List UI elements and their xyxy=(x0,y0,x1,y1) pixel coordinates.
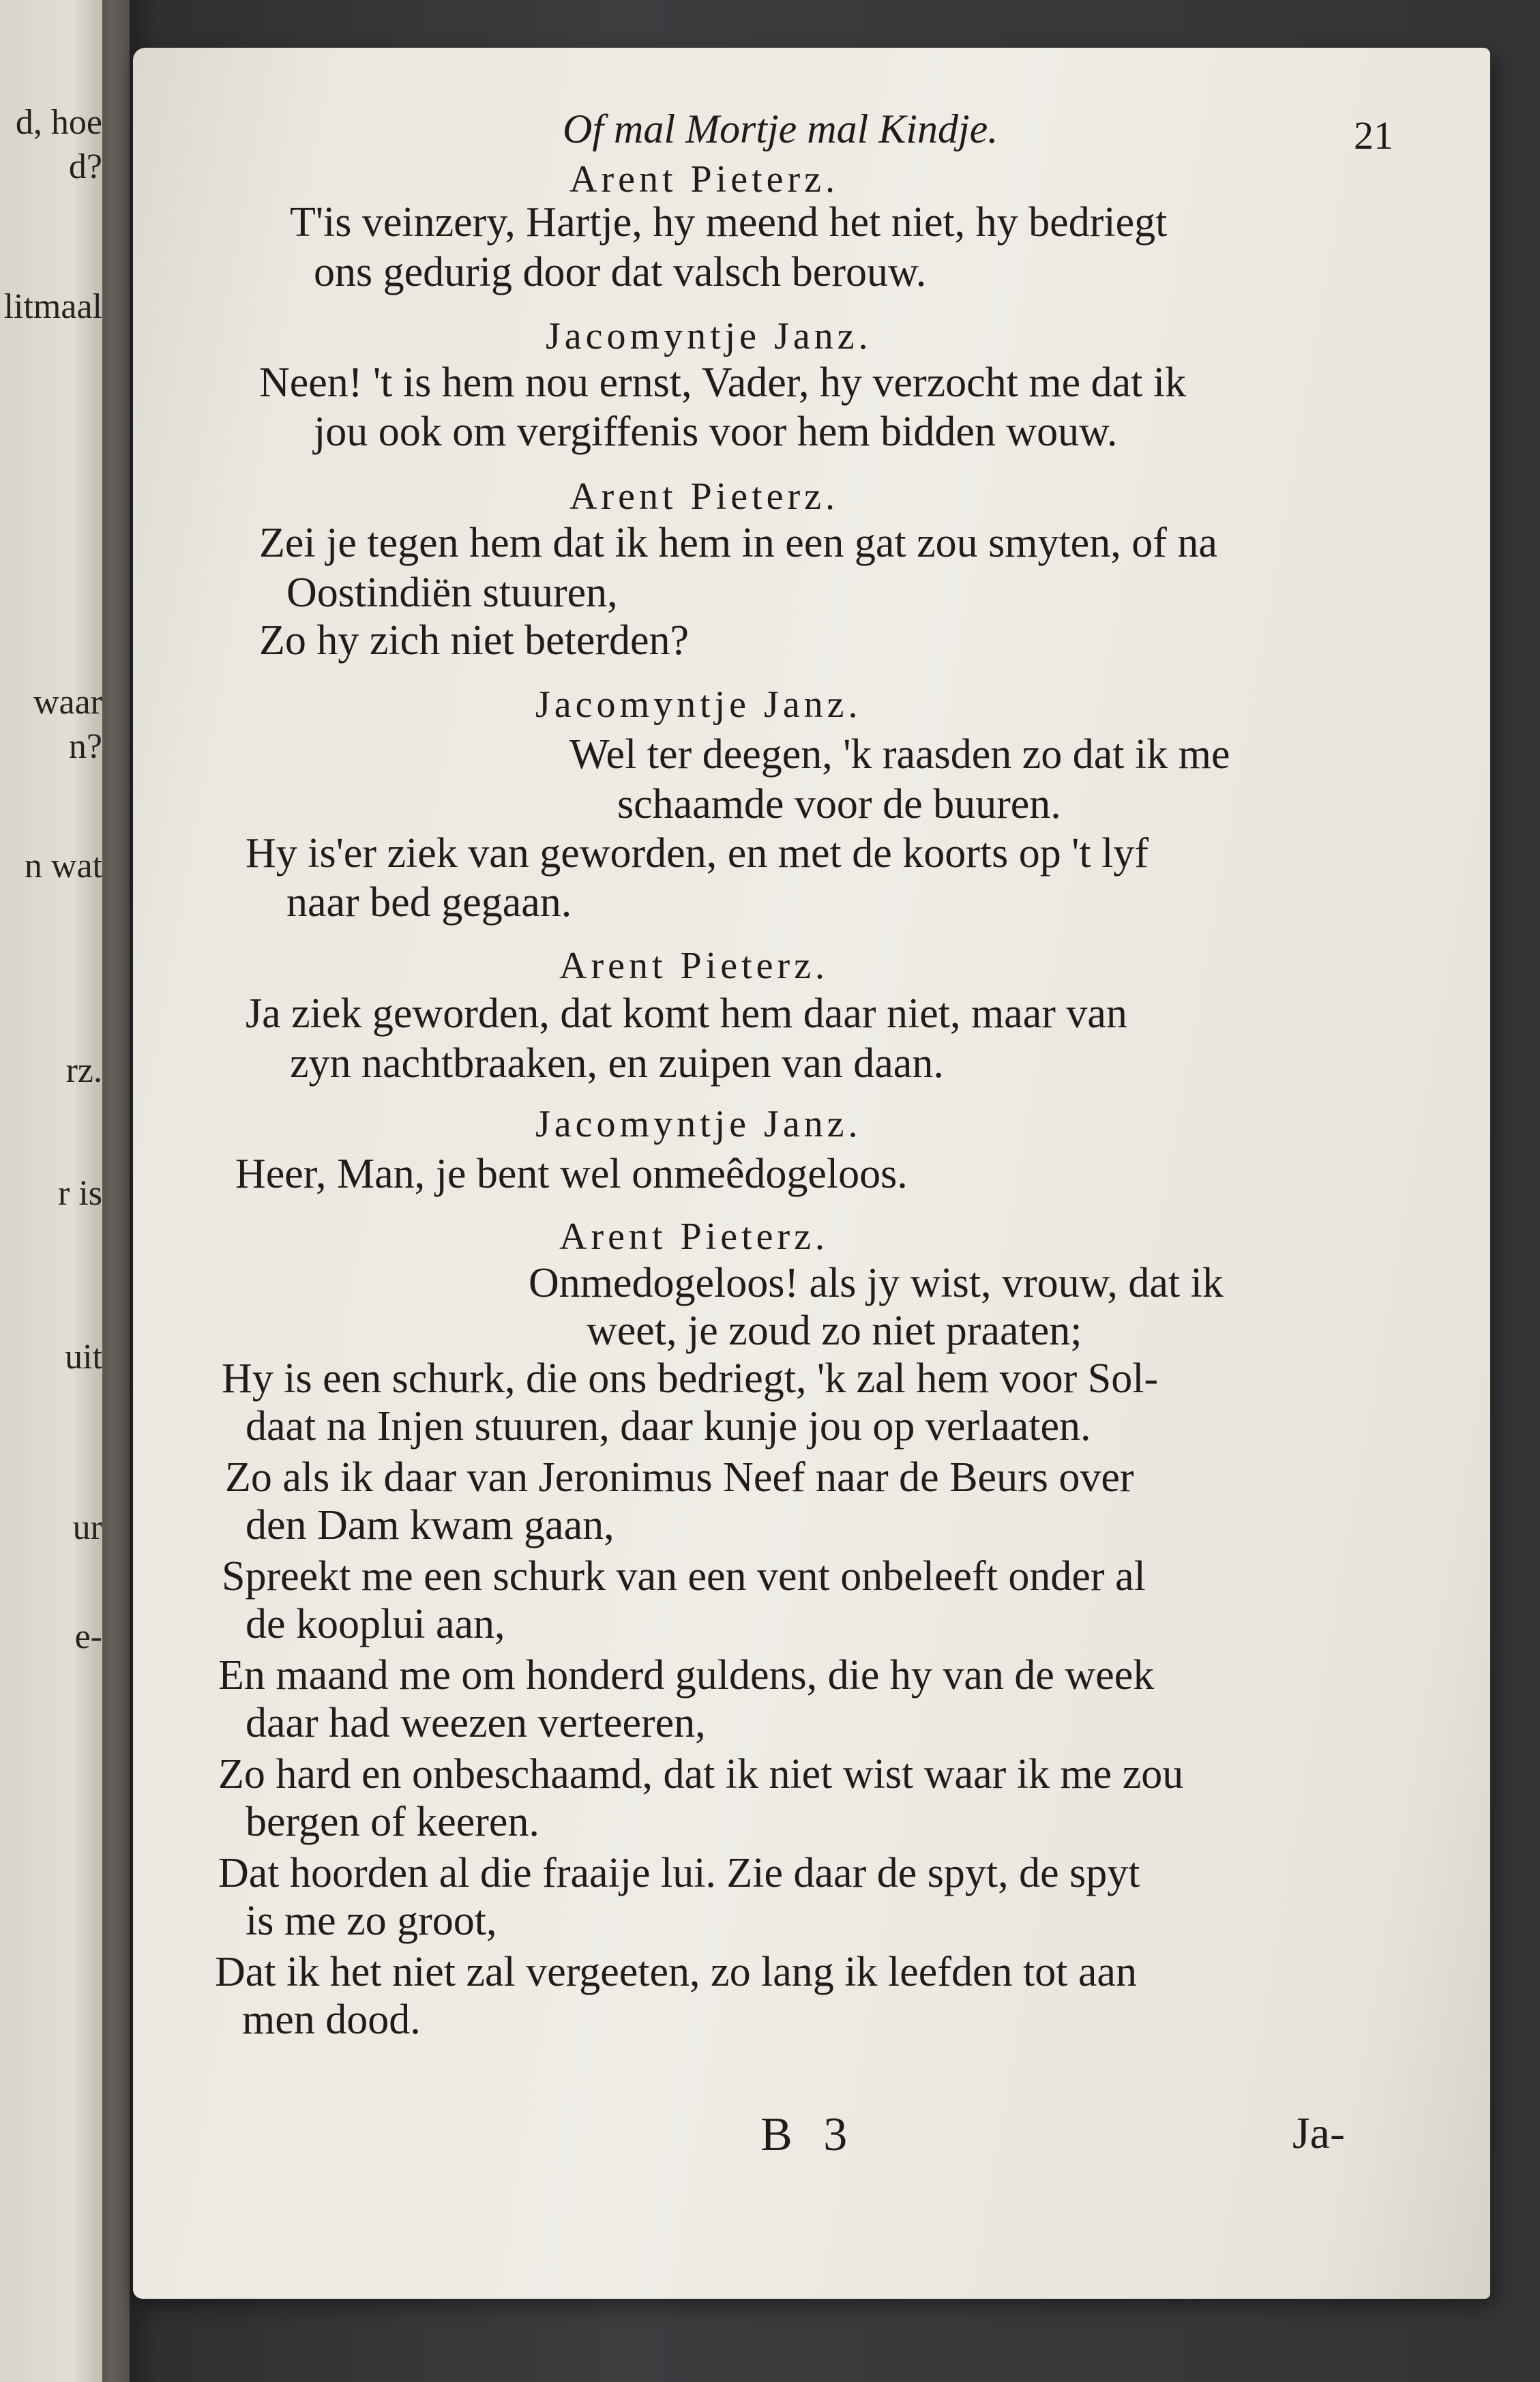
left-page-fragment: uit xyxy=(65,1338,102,1377)
left-page-fragment: d, hoe xyxy=(15,103,102,142)
speaker-name: Arent Pieterz. xyxy=(559,945,829,987)
page-number: 21 xyxy=(1354,113,1393,158)
verse-line: T'is veinzery, Hartje, hy meend het niet, hy bedriegt xyxy=(290,199,1168,246)
verse-line: Neen! 't is hem nou ernst, Vader, hy verzocht me dat ik xyxy=(259,359,1187,406)
left-page-fragment: d? xyxy=(68,147,102,186)
verse-line: Zei je tegen hem dat ik hem in een gat zou smyten, of na xyxy=(259,520,1217,566)
verse-line: Dat ik het niet zal vergeeten, zo lang ik leefden tot aan xyxy=(215,1949,1137,1995)
verse-line: Ja ziek geworden, dat komt hem daar niet, maar van xyxy=(246,990,1127,1037)
verse-line: daar had weezen verteeren, xyxy=(246,1700,706,1746)
verse-line: de kooplui aan, xyxy=(246,1601,505,1647)
left-page-fragment: rz. xyxy=(65,1051,102,1090)
verse-line: is me zo groot, xyxy=(246,1898,497,1944)
speaker-name: Arent Pieterz. xyxy=(569,158,839,201)
verse-line: men dood. xyxy=(242,1997,421,2043)
verse-line: Onmedogeloos! als jy wist, vrouw, dat ik xyxy=(529,1260,1224,1306)
verse-line: Hy is een schurk, die ons bedriegt, 'k zal hem voor Sol- xyxy=(222,1355,1159,1402)
left-page-fragment: n wat xyxy=(24,847,102,885)
left-page-fragment: litmaal xyxy=(3,287,102,326)
left-page-fragment: waar xyxy=(33,683,102,722)
verse-line: Spreekt me een schurk van een vent onbeleeft onder al xyxy=(222,1553,1146,1600)
verse-line: Oostindiën stuuren, xyxy=(286,570,618,616)
verse-line: zyn nachtbraaken, en zuipen van daan. xyxy=(290,1040,944,1087)
verse-line: jou ook om vergiffenis voor hem bidden wouw. xyxy=(314,409,1118,455)
verse-line: Hy is'er ziek van geworden, en met de koorts op 't lyf xyxy=(246,830,1149,877)
verse-line: Wel ter deegen, 'k raasden zo dat ik me xyxy=(569,731,1230,778)
left-page-fragment: n? xyxy=(68,727,102,766)
verse-line: naar bed gegaan. xyxy=(286,879,572,926)
speaker-name: Jacomyntje Janz. xyxy=(546,315,872,357)
signature-mark: B 3 xyxy=(760,2108,857,2161)
speaker-name: Arent Pieterz. xyxy=(559,1216,829,1258)
verse-line: bergen of keeren. xyxy=(246,1799,539,1845)
verse-line: den Dam kwam gaan, xyxy=(246,1502,614,1548)
speaker-name: Jacomyntje Janz. xyxy=(535,1103,862,1145)
verse-line: weet, je zoud zo niet praaten; xyxy=(587,1308,1082,1354)
book-page xyxy=(133,48,1490,2299)
verse-line: schaamde voor de buuren. xyxy=(617,781,1061,827)
left-page-fragment: ur xyxy=(72,1508,102,1547)
left-page-fragment: e- xyxy=(74,1617,102,1656)
verse-line: Zo hy zich niet beterden? xyxy=(259,617,690,664)
verse-line: Zo als ik daar van Jeronimus Neef naar de Beurs over xyxy=(225,1454,1134,1501)
left-page-fragment: r is xyxy=(58,1174,102,1213)
catchword: Ja- xyxy=(1292,2108,1345,2158)
verse-line: En maand me om honderd guldens, die hy van de week xyxy=(218,1652,1155,1699)
speaker-name: Arent Pieterz. xyxy=(569,475,839,518)
verse-line: daat na Injen stuuren, daar kunje jou op verlaaten. xyxy=(246,1403,1091,1450)
page-text xyxy=(133,48,1490,2299)
verse-line: Dat hoorden al die fraaije lui. Zie daar de spyt, de spyt xyxy=(218,1850,1140,1896)
verse-line: Zo hard en onbeschaamd, dat ik niet wist waar ik me zou xyxy=(218,1751,1184,1797)
speaker-name: Jacomyntje Janz. xyxy=(535,683,862,726)
running-head: Of mal Mortje mal Kindje. xyxy=(563,106,998,151)
verse-line: ons gedurig door dat valsch berouw. xyxy=(314,249,927,295)
verse-line: Heer, Man, je bent wel onmeêdogeloos. xyxy=(235,1151,908,1197)
